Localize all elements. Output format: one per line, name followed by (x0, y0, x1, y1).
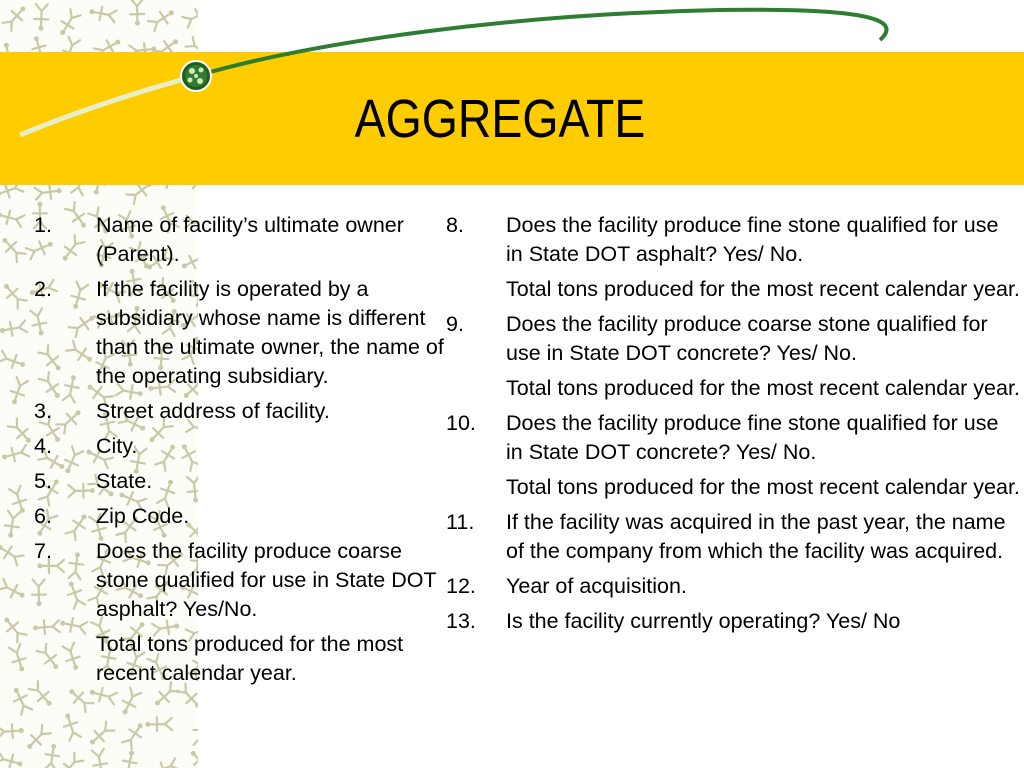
list-item-text: Does the facility produce fine stone qualified for use in State DOT concrete? Yes/ No. (506, 411, 999, 464)
list-item (446, 508, 1021, 566)
list-item-number: 4. (34, 434, 52, 458)
list-item-text: Year of acquisition. (506, 574, 687, 598)
list-item (446, 572, 1021, 601)
list-item-number: 2. (34, 277, 52, 301)
list-item-number: 3. (34, 399, 52, 423)
list-item (446, 310, 1021, 368)
list-item-text: Does the facility produce coarse stone qualified for use in State DOT concrete? Yes/ No. (506, 312, 988, 365)
list-item-number: 6. (34, 504, 52, 528)
list-item (446, 473, 1021, 502)
list-item (446, 275, 1021, 304)
list-item-text: Zip Code. (96, 504, 190, 528)
list-item-text: Name of facility’s ultimate owner (Parent). (96, 213, 404, 266)
list-item (34, 502, 444, 531)
list-item-text: State. (96, 469, 153, 493)
list-item (34, 211, 444, 269)
list-item-text: Does the facility produce coarse stone qualified for use in State DOT asphalt? Yes/No. (96, 539, 437, 621)
list-item (446, 607, 1021, 636)
list-item-number: 8. (446, 213, 464, 237)
list-item-text: If the facility was acquired in the past year, the name of the company from which the facility was acquired. (506, 510, 1006, 563)
list-item-text: Is the facility currently operating? Yes/ No (506, 609, 901, 633)
list-item (34, 630, 444, 688)
list-item (34, 467, 444, 496)
list-item (34, 537, 444, 624)
list-item-text: Street address of facility. (96, 399, 330, 423)
list-item-text: City. (96, 434, 138, 458)
list-item-text: If the facility is operated by a subsidiary whose name is different than the ultimate owner, the name of the operating subsidiary. (96, 277, 444, 388)
list-item (446, 409, 1021, 467)
list-item-text: Does the facility produce fine stone qualified for use in State DOT asphalt? Yes/ No. (506, 213, 999, 266)
list-item-text: Total tons produced for the most recent calendar year. (506, 475, 1020, 499)
list-item (34, 275, 444, 391)
list-item-text: Total tons produced for the most recent calendar year. (506, 277, 1020, 301)
right-list (446, 211, 1021, 642)
left-list (34, 211, 444, 694)
globe-icon (181, 61, 211, 91)
slide-title: AGGREGATE (354, 89, 646, 149)
list-item-text: Total tons produced for the most recent calendar year. (96, 632, 404, 685)
list-item-text: Total tons produced for the most recent calendar year. (506, 376, 1020, 400)
list-item-number: 12. (446, 574, 476, 598)
list-item-number: 10. (446, 411, 476, 435)
list-item (446, 211, 1021, 269)
list-item (34, 397, 444, 426)
list-item-number: 1. (34, 213, 52, 237)
list-item (34, 432, 444, 461)
list-item-number: 7. (34, 539, 52, 563)
list-item-number: 11. (446, 510, 475, 534)
list-item-number: 13. (446, 609, 476, 633)
list-item (446, 374, 1021, 403)
list-item-number: 5. (34, 469, 52, 493)
list-item-number: 9. (446, 312, 464, 336)
